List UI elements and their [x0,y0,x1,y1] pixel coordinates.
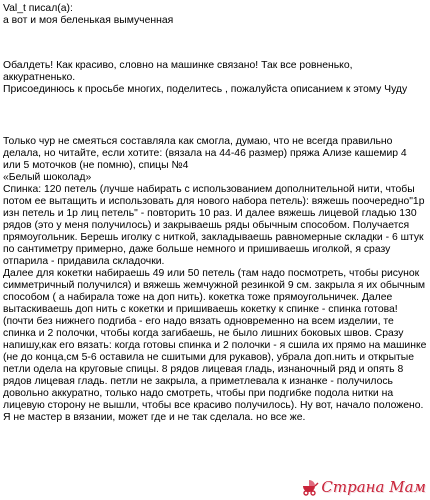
reply-text [3,60,413,96]
reply-paragraph: Присоединюсь к просьбе многих, поделитесь , пожалуйста описанием к этому Чуду [3,84,408,95]
reply-paragraph: Обалдеть! Как красиво, словно на машинке связано! Так все ровненько, аккуратненько. [3,60,353,83]
answer-paragraph: Далее для кокетки набираешь 49 или 50 петель (там надо посмотреть, чтобы рисунок симметричный получился) и вяжешь жемчужной резинкой 9 см. закрыла я их обычным способом ( а набирала тоже на доп нить). кокетка тоже прямоугольничек. Далее вытаскиваешь доп нить с кокетки и пришиваешь кокетку к спинке - спинка готова! (почти без нижнего подгиба - его надо вязать одновременно на всем изделии, те спинка и 2 полочки, чтобы когда загибаешь, не было лишних боковых швов. Сразу напишу,как его вязать: когда готовы спинка и 2 полочки - я сшила их прямо на машинке (не до конца,см 5-6 оставила не сшитыми для рукавов), убрала доп.нить и открытые петли одела на круговые спицы. 8 рядов лицевая гладь, изнаночный ряд и опять 8 рядов лицевая гладь. петли не закрыла, а приметлевала к изнанке - получилось довольно аккуратно, только надо смотреть, чтобы при подгибке подола нитки на лицевую сторону не вышли, чтобы все красиво получилось). Ну вот, начало положено. Я не мастер в вязании, может где и не так сделала. но все же. [3,268,427,423]
baby-carriage-icon [301,478,319,496]
quote-author-line: Val_t писал(а): [3,3,73,14]
quote-block [3,3,423,27]
site-watermark [301,478,426,496]
quote-text: а вот и моя беленькая вымученная [3,15,174,26]
pattern-description [3,136,427,424]
answer-paragraph: Спинка: 120 петель (лучше набирать с использованием дополнительной нити, чтобы потом ее вытащить и использовать для нового набора петель): вяжешь поочередно"1р изн петель и 1р лиц петель" - повторить 10 раз. И далее вяжешь лицевой гладью 130 рядов (это у меня получилось) и закрываешь ряды обычным способом. Получается прямоугольник. Берешь иголку с ниткой, закладываешь равномерные складки - 6 штук по сантиметру примерно, даже больше немного и пришиваешь иголкой, я сразу отпарила - придавила складочки. [3,184,425,267]
answer-paragraph: Только чур не смеяться составляла как смогла, думаю, что не всегда правильно делала, но читайте, если хотите: (вязала на 44-46 размер) пряжа Ализе кашемир 4 или 5 моточков (не помню), спицы №4 [3,136,407,171]
watermark-text: Страна Мам [321,478,426,496]
answer-paragraph: «Белый шоколад» [3,172,92,183]
